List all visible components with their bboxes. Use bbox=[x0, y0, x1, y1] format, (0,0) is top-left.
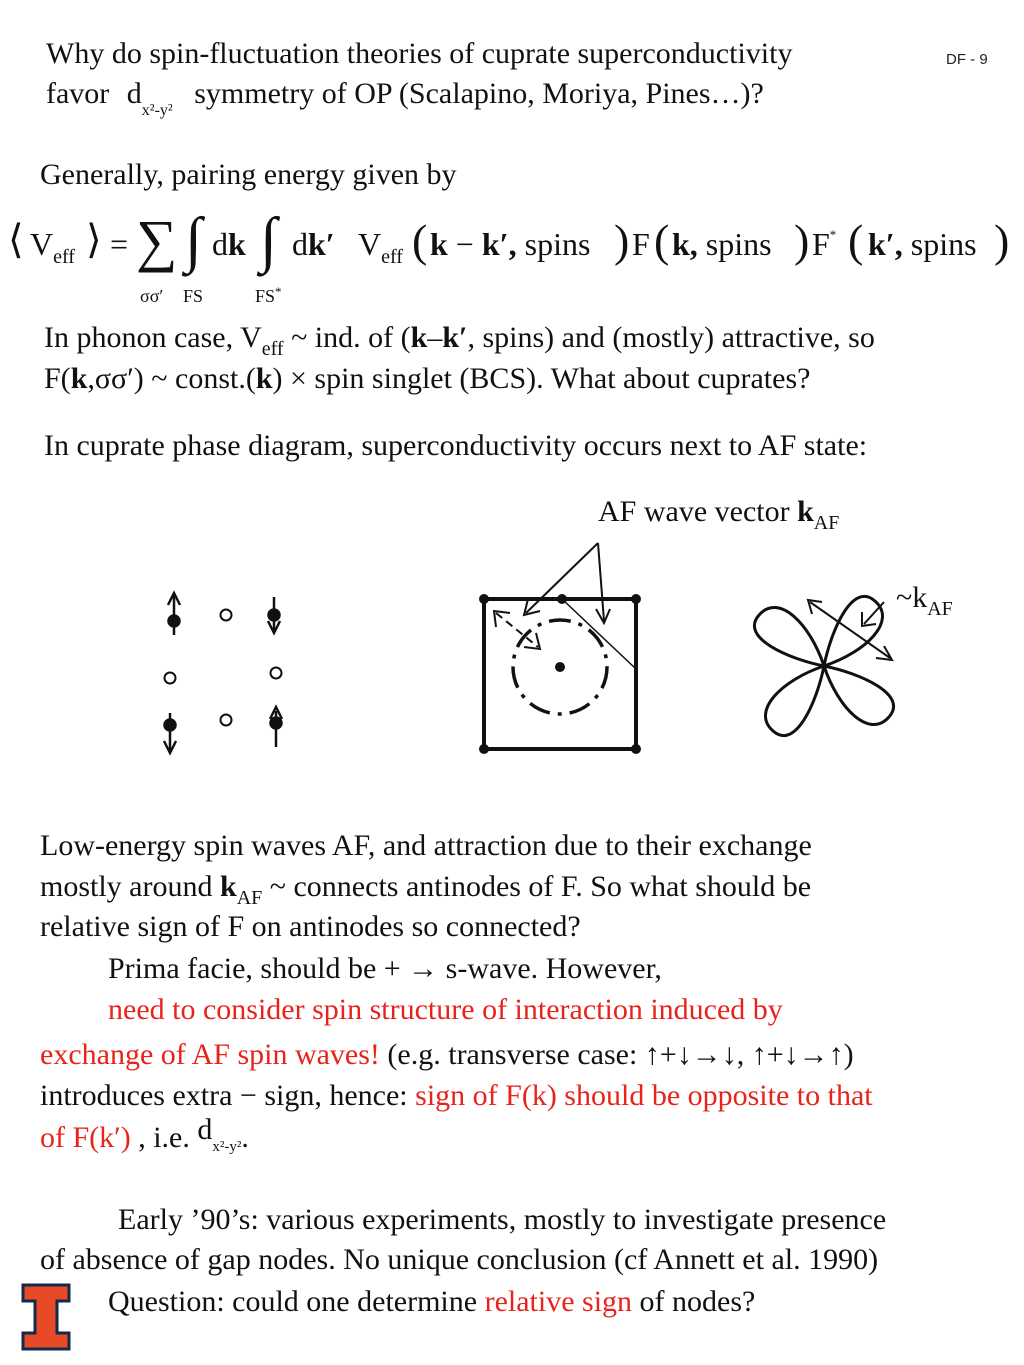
empty-site bbox=[221, 610, 232, 621]
zone-center bbox=[555, 662, 565, 672]
para2-line-7: introduces extra − sign, hence: sign of F(k) should be opposite to that bbox=[40, 1079, 873, 1112]
empty-site bbox=[271, 668, 282, 679]
arg1-close-paren: ) bbox=[614, 215, 630, 266]
zone-corner bbox=[479, 594, 489, 604]
slide-number: DF - 9 bbox=[946, 51, 988, 68]
arg3: k′, spins bbox=[868, 226, 977, 262]
nesting-vector bbox=[496, 613, 538, 647]
para3-line-2: of absence of gap nodes. No unique conclusion (cf Annett et al. 1990) bbox=[40, 1243, 879, 1276]
zone-boundary-line bbox=[562, 599, 636, 669]
arg1-open-paren: ( bbox=[412, 215, 428, 266]
lhs-left-bracket: ⟨ bbox=[8, 217, 24, 262]
arg2: k, spins bbox=[672, 226, 772, 262]
arg2-close-paren: ) bbox=[794, 215, 810, 266]
title-favor: favor bbox=[46, 77, 110, 110]
title-line-2-suffix: symmetry of OP (Scalapino, Moriya, Pines…)? bbox=[194, 77, 764, 110]
sum-symbol: ∑ bbox=[136, 208, 178, 273]
phase-diagram-line: In cuprate phase diagram, superconductivity occurs next to AF state: bbox=[44, 429, 868, 462]
arg1: k − k′, spins bbox=[430, 226, 591, 262]
d-wave-cloverleaf-diagram bbox=[738, 582, 908, 752]
empty-site bbox=[221, 715, 232, 726]
af-wave-vector-label: AF wave vector $k_{AF}$ bbox=[598, 495, 840, 534]
zone-corner bbox=[631, 744, 641, 754]
equals-sign: = bbox=[110, 226, 129, 262]
arg2-open-paren: ( bbox=[654, 215, 670, 266]
pointer-line bbox=[598, 543, 604, 621]
lobe bbox=[756, 656, 842, 742]
dk-1: dk bbox=[212, 226, 246, 262]
integral-1: ∫ bbox=[185, 206, 202, 274]
brillouin-zone-diagram bbox=[470, 535, 670, 765]
university-logo bbox=[20, 1282, 72, 1352]
zone-corner bbox=[631, 594, 641, 604]
arg3-open-paren: ( bbox=[848, 215, 864, 266]
integral-1-under: FS bbox=[183, 286, 204, 306]
phonon-line-1: In phonon case, $V_{eff}$ ~ ind. of (k–k′, spins) and (mostly) attractive, so bbox=[44, 321, 875, 360]
para3-line-3: Question: could one determine relative sign of nodes? bbox=[108, 1285, 756, 1318]
title-d-subscript: x²-y² bbox=[141, 102, 173, 119]
sum-under: σσ′ bbox=[140, 286, 164, 306]
F-2: F* bbox=[812, 226, 837, 262]
dk-2: dk′ bbox=[292, 226, 335, 262]
lobe bbox=[806, 590, 892, 676]
af-spin-lattice-diagram bbox=[140, 585, 300, 765]
logo-block-i bbox=[23, 1285, 69, 1349]
title-d: d bbox=[126, 77, 142, 110]
veff-term: $V_{eff}$ bbox=[358, 226, 403, 268]
title-line-1: Why do spin-fluctuation theories of cuprate superconductivity bbox=[46, 37, 793, 70]
para2-line-5-red: need to consider spin structure of interaction induced by bbox=[108, 993, 783, 1026]
para2-line-6: exchange of AF spin waves! (e.g. transverse case: ↑+↓→↓, ↑+↓→↑) bbox=[40, 1038, 854, 1071]
phonon-line-2: F(k,σσ′) ~ const.(k) × spin singlet (BCS). What about cuprates? bbox=[44, 362, 811, 395]
para2-line-4: Prima facie, should be + → s-wave. However, bbox=[108, 952, 662, 985]
para2-line-1: Low-energy spin waves AF, and attraction due to their exchange bbox=[40, 829, 812, 862]
kaf-label: $\sim k_{AF}$ bbox=[896, 581, 953, 620]
title-line-2 bbox=[46, 76, 764, 117]
lhs-right-bracket: ⟩ bbox=[86, 217, 102, 262]
arg3-close-paren: ) bbox=[994, 215, 1010, 266]
zone-corner bbox=[479, 744, 489, 754]
para3-line-1: Early ’90’s: various experiments, mostly to investigate presence bbox=[118, 1203, 887, 1236]
integral-2-under: FS* bbox=[255, 284, 282, 306]
lobe bbox=[748, 598, 834, 684]
F-1: F bbox=[632, 226, 650, 262]
empty-site bbox=[165, 673, 176, 684]
lhs-v: $V_{eff}$ bbox=[30, 226, 75, 268]
para2-line-8: of F(k′) , i.e. dx²-y². bbox=[40, 1113, 249, 1155]
para2-line-2: mostly around $k_{AF}$ ~ connects antinodes of F. So what should be bbox=[40, 870, 812, 909]
integral-2: ∫ bbox=[260, 206, 277, 274]
lobe bbox=[814, 648, 900, 734]
para2-line-3: relative sign of F on antinodes so connected? bbox=[40, 910, 581, 943]
intro-text: Generally, pairing energy given by bbox=[40, 158, 457, 191]
